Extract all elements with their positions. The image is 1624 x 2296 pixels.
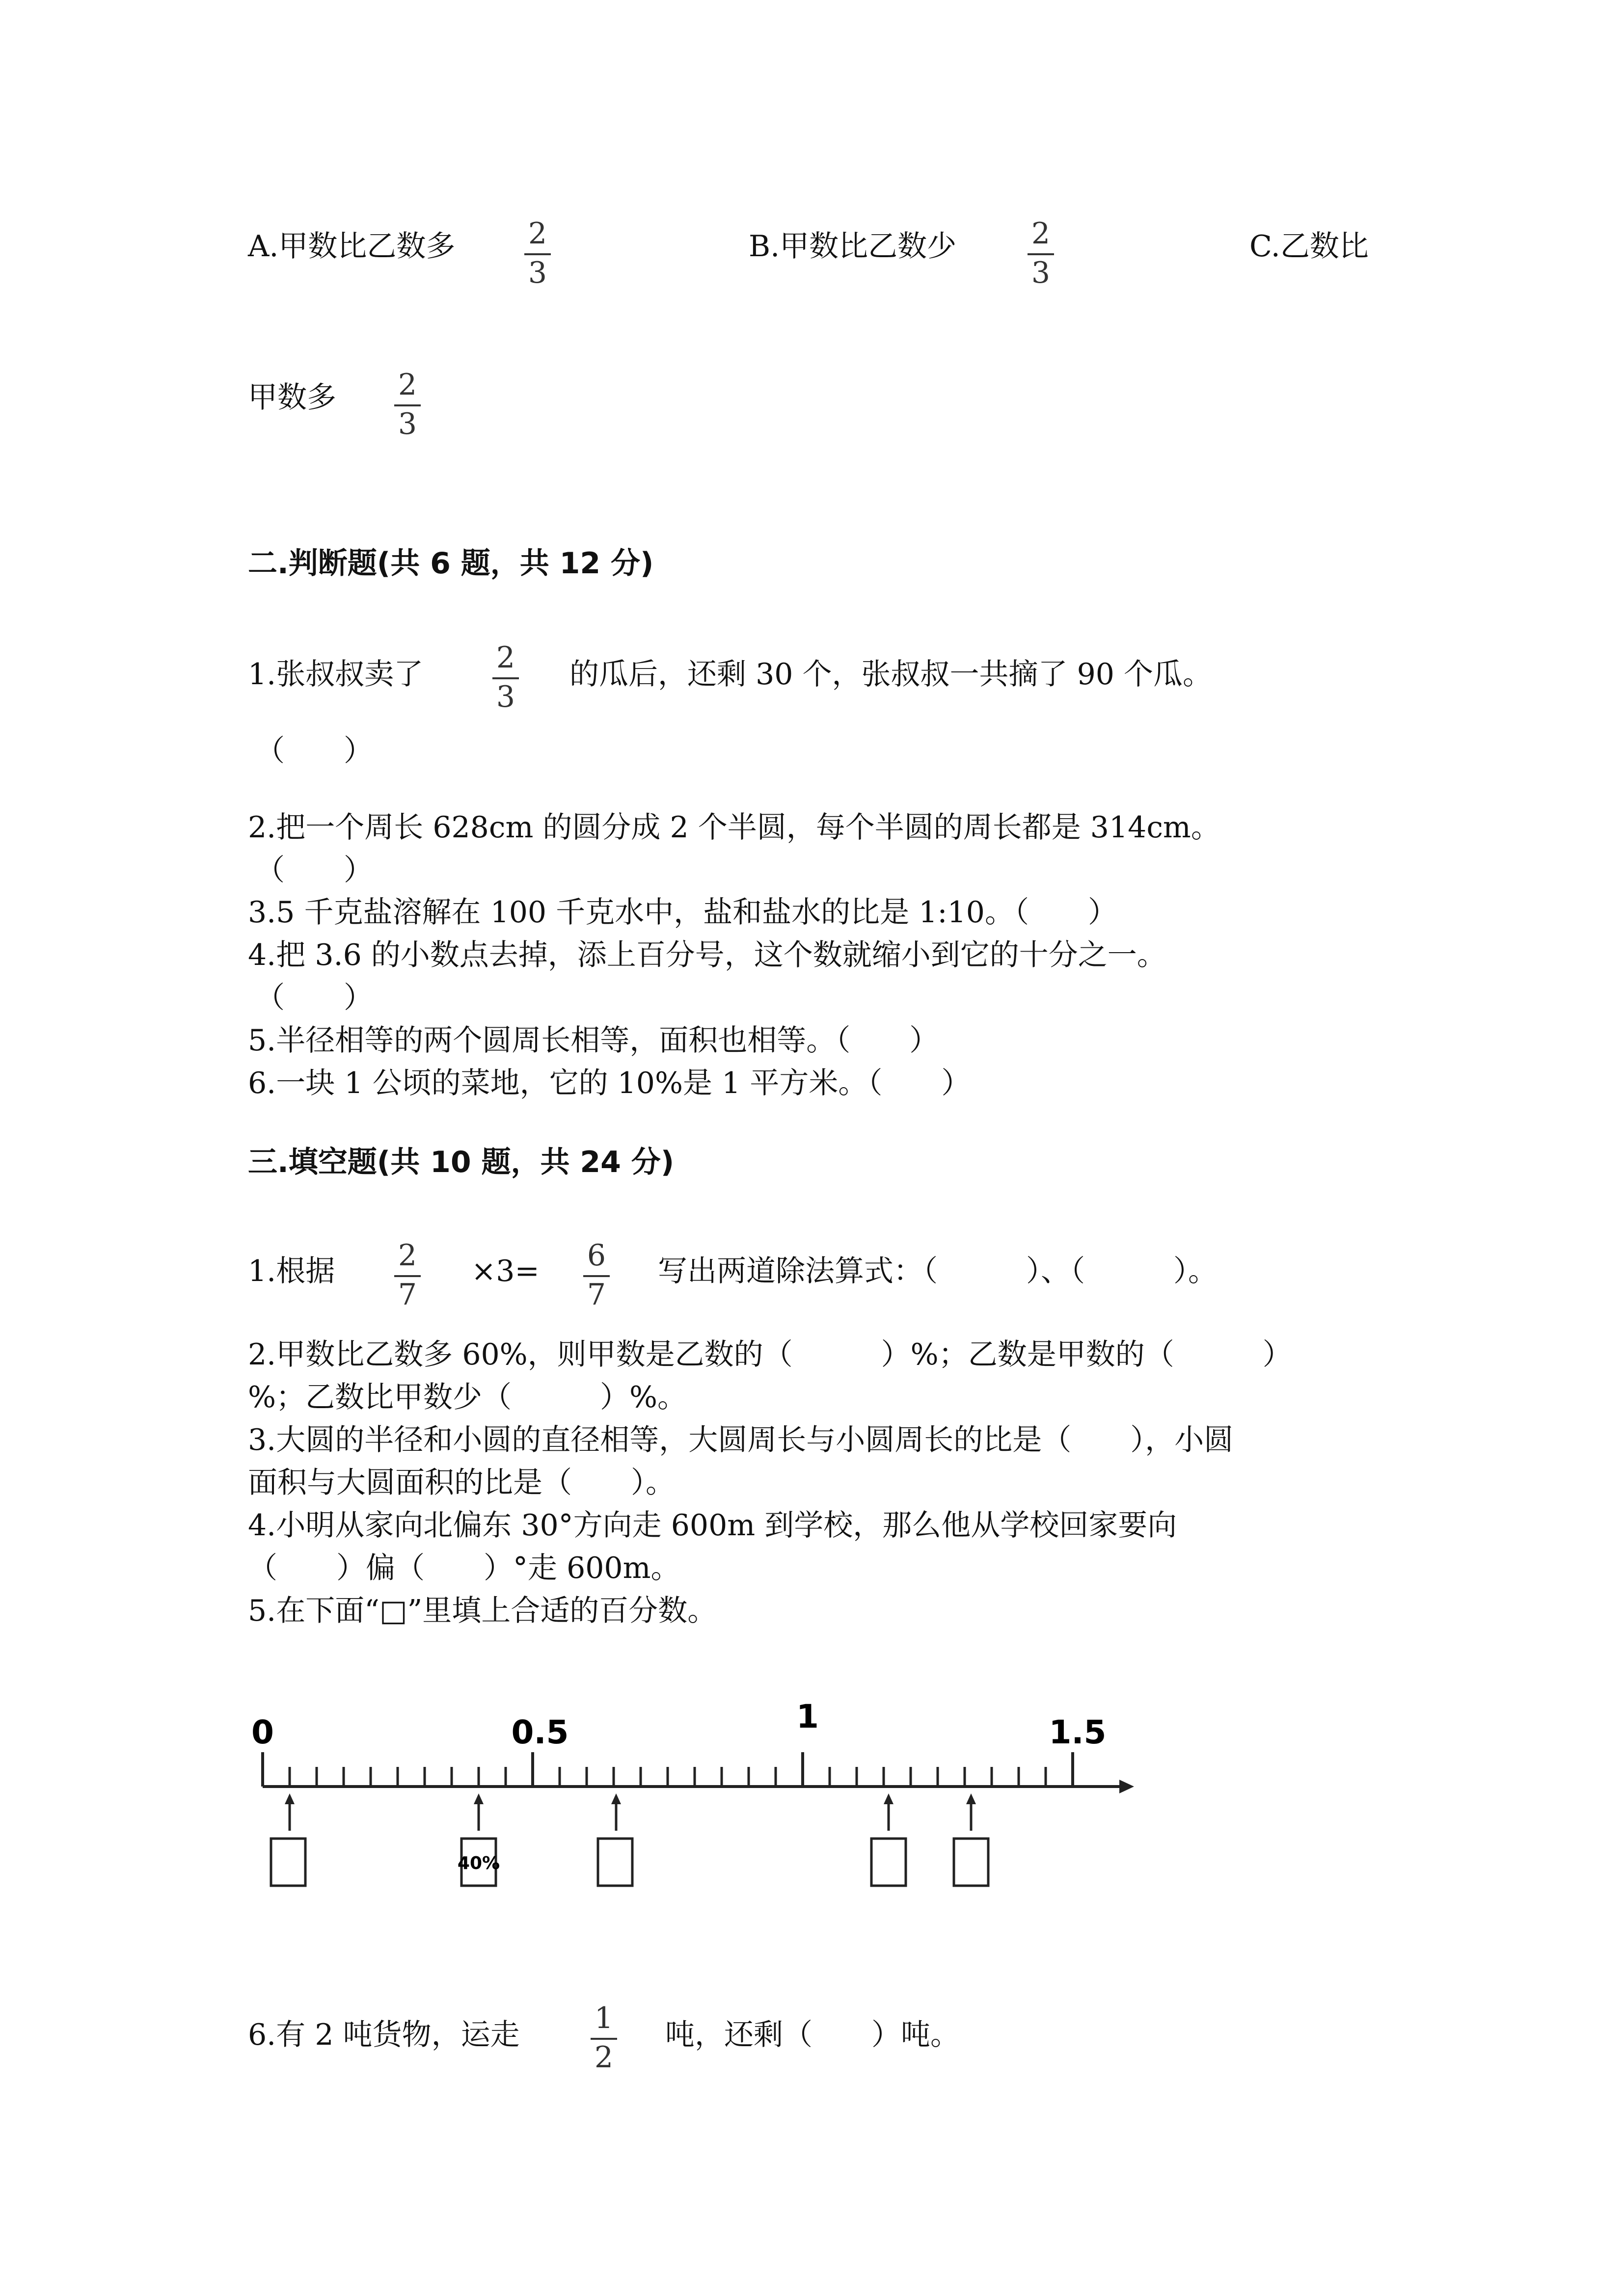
number-line-answer-box-2-text: 40% [457, 1853, 500, 1873]
number-line-answer-box-1[interactable] [271, 1839, 305, 1886]
number-line-arrow-4 [884, 1793, 893, 1831]
fraction-bar [524, 253, 551, 255]
option-b-text: B.甲数比乙数少 [749, 229, 957, 264]
s3-q3-line2: 面积与大圆面积的比是（ ）。 [248, 1466, 675, 1500]
s2-q4-answer-paren: （ ） [255, 981, 373, 1015]
fraction-bar [583, 1275, 610, 1277]
fraction-denominator: 3 [528, 256, 547, 290]
fraction-bar [394, 404, 421, 406]
s3-q1-text-before: 1.根据 [248, 1254, 335, 1288]
fraction-numerator: 2 [1031, 216, 1051, 251]
s3-q4-line1: 4.小明从家向北偏东 30°方向走 600m 到学校，那么他从学校回家要向 [248, 1508, 1177, 1543]
s3-q1-fraction-left [390, 1238, 425, 1312]
number-line-answer-box-3[interactable] [598, 1839, 632, 1886]
fraction-denominator: 7 [398, 1278, 417, 1312]
fraction-bar [1028, 253, 1054, 255]
section3-heading: 三.填空题(共 10 题，共 24 分) [248, 1145, 675, 1179]
s3-q4-line2: （ ）偏（ ）°走 600m。 [248, 1551, 680, 1585]
number-line-arrow-5 [966, 1793, 976, 1831]
fraction-bar [492, 677, 519, 679]
s3-q6-text-after: 吨，还剩（ ）吨。 [665, 2018, 960, 2052]
s3-q2-line1: 2.甲数比乙数多 60%，则甲数是乙数的（ ）%；乙数是甲数的（ ） [248, 1337, 1292, 1372]
number-line-answer-box-4[interactable] [871, 1839, 906, 1886]
fraction-denominator: 3 [398, 407, 417, 441]
s3-q6-fraction [587, 2003, 621, 2074]
s3-q1-fraction-right [579, 1238, 614, 1312]
fraction-bar [591, 2038, 617, 2040]
s2-q1-text-before: 1.张叔叔卖了 [248, 657, 424, 692]
s2-q3-text: 3.5 千克盐溶解在 100 千克水中，盐和盐水的比是 1:10。（ ） [248, 895, 1117, 930]
fraction-numerator: 2 [398, 1238, 417, 1273]
s3-q2-line2: %；乙数比甲数少（ ）%。 [248, 1380, 687, 1415]
fraction-bar [394, 1275, 421, 1277]
number-line-label-0.5: 0.5 [511, 1713, 569, 1751]
number-line-arrow-3 [611, 1793, 621, 1831]
number-line-label-1: 1 [796, 1698, 819, 1735]
s2-q5-text: 5.半径相等的两个圆周长相等，面积也相等。（ ） [248, 1023, 939, 1058]
fraction-denominator: 3 [1031, 256, 1051, 290]
s3-q1-text-after: 写出两道除法算式：（ ）、（ ）。 [658, 1254, 1218, 1288]
number-line-axis [263, 1752, 1134, 1793]
fraction-denominator: 2 [594, 2040, 614, 2075]
s2-q6-text: 6.一块 1 公顷的菜地，它的 10%是 1 平方米。（ ） [248, 1066, 971, 1100]
option-a-text: A.甲数比乙数多 [248, 229, 456, 264]
number-line-label-0: 0 [251, 1713, 274, 1751]
option-a-fraction [520, 216, 555, 290]
option-c-fraction [390, 370, 425, 441]
s2-q1-answer-paren: （ ） [255, 734, 373, 768]
s3-q5-text: 5.在下面“□”里填上合适的百分数。 [248, 1594, 717, 1628]
number-line-figure [251, 1688, 1139, 1904]
fraction-numerator: 2 [496, 641, 515, 675]
option-c-text: C.乙数比 [1249, 229, 1369, 264]
option-c-continuation: 甲数多 [248, 380, 336, 415]
fraction-numerator: 6 [587, 1238, 606, 1273]
s2-q1-text-after: 的瓜后，还剩 30 个，张叔叔一共摘了 90 个瓜。 [569, 657, 1212, 692]
s2-q2-answer-paren: （ ） [255, 853, 373, 887]
number-line-label-1.5: 1.5 [1049, 1713, 1107, 1751]
s3-q1-text-mid: ×3= [471, 1254, 540, 1288]
number-line-answer-box-5[interactable] [954, 1839, 988, 1886]
s3-q3-line1: 3.大圆的半径和小圆的直径相等，大圆周长与小圆周长的比是（ ），小圆 [248, 1423, 1234, 1457]
s3-q6-text-before: 6.有 2 吨货物，运走 [248, 2018, 520, 2052]
fraction-numerator: 2 [398, 368, 417, 402]
section2-heading: 二.判断题(共 6 题，共 12 分) [248, 546, 654, 581]
number-line-arrow-2 [474, 1793, 484, 1831]
option-b-fraction [1024, 216, 1058, 290]
s2-q4-text: 4.把 3.6 的小数点去掉，添上百分号，这个数就缩小到它的十分之一。 [248, 938, 1166, 972]
s2-q1-fraction [488, 643, 523, 714]
fraction-numerator: 2 [528, 216, 547, 251]
fraction-denominator: 7 [587, 1278, 606, 1312]
s2-q2-text: 2.把一个周长 628cm 的圆分成 2 个半圆，每个半圆的周长都是 314cm。 [248, 810, 1220, 845]
fraction-numerator: 1 [594, 2001, 614, 2035]
number-line-arrow-1 [285, 1793, 295, 1831]
fraction-denominator: 3 [496, 680, 515, 714]
